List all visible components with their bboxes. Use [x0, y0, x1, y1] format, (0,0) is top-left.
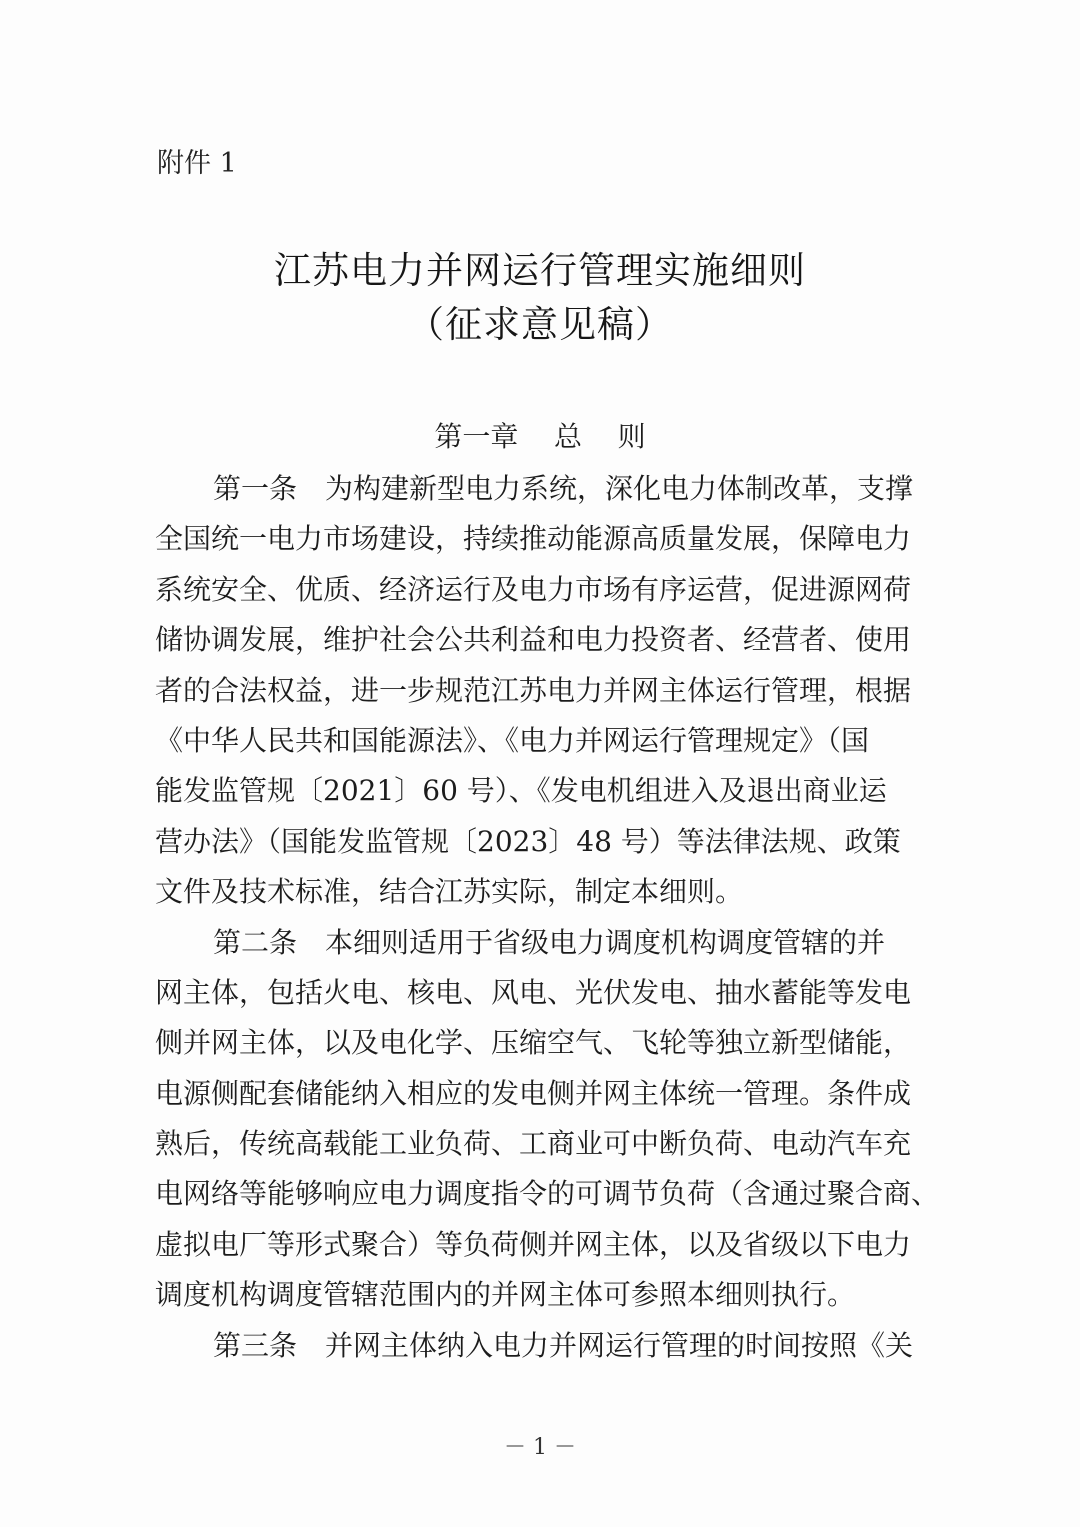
article-2-line-7: 虚拟电厂等形式聚合）等负荷侧并网主体，以及省级以下电力 — [155, 1227, 912, 1261]
document-title: 江苏电力并网运行管理实施细则 — [274, 249, 806, 292]
article-3-heading: 第三条 — [213, 1328, 298, 1362]
article-1-line-9: 文件及技术标准，结合江苏实际，制定本细则。 — [155, 875, 744, 909]
article-1-line-7: 能发监管规〔2021〕60 号）、《发电机组进入及退出商业运 — [155, 774, 887, 808]
article-1-heading: 第一条 — [213, 472, 298, 505]
article-1-line-3: 系统安全、优质、经济运行及电力市场有序运营，促进源网荷 — [155, 572, 912, 606]
article-2-line-5: 熟后，传统高载能工业负荷、工商业可中断负荷、电动汽车充 — [155, 1127, 912, 1161]
chapter-heading: 第一章 总 则 — [434, 420, 646, 453]
article-3-text: 并网主体纳入电力并网运行管理的时间按照《关 — [325, 1328, 914, 1362]
page-number: － 1 － — [504, 1435, 576, 1460]
document-subtitle-draft: （征求意见稿） — [407, 303, 673, 346]
article-2-line-3: 侧并网主体，以及电化学、压缩空气、飞轮等独立新型储能， — [155, 1026, 912, 1060]
article-2-line-8: 调度机构调度管辖范围内的并网主体可参照本细则执行。 — [155, 1278, 856, 1312]
article-3-line-1 — [155, 1321, 935, 1371]
article-1-line-6: 《中华人民共和国能源法》、《电力并网运行管理规定》（国 — [155, 723, 870, 757]
article-1-line-2: 全国统一电力市场建设，持续推动能源高质量发展，保障电力 — [155, 522, 912, 556]
attachment-label: 附件 1 — [157, 148, 237, 179]
article-2-text: 本细则适用于省级电力调度机构调度管辖的并 — [325, 925, 886, 959]
article-2-heading: 第二条 — [213, 925, 298, 959]
article-1-text: 为构建新型电力系统，深化电力体制改革，支撑 — [325, 472, 914, 505]
article-1-line-5: 者的合法权益，进一步规范江苏电力并网主体运行管理，根据 — [155, 673, 912, 707]
article-1-line-4: 储协调发展，维护社会公共利益和电力投资者、经营者、使用 — [155, 623, 912, 657]
document-body — [155, 464, 940, 1371]
article-2-line-6: 电网络等能够响应电力调度指令的可调节负荷（含通过聚合商、 — [155, 1177, 940, 1211]
article-2-line-1 — [155, 918, 935, 968]
article-2-line-2: 网主体，包括火电、核电、风电、光伏发电、抽水蓄能等发电 — [155, 975, 912, 1009]
article-1-line-8: 营办法》（国能发监管规〔2023〕48 号）等法律法规、政策 — [155, 824, 901, 858]
article-1-line-1 — [155, 464, 935, 514]
article-2-line-4: 电源侧配套储能纳入相应的发电侧并网主体统一管理。条件成 — [155, 1076, 912, 1110]
